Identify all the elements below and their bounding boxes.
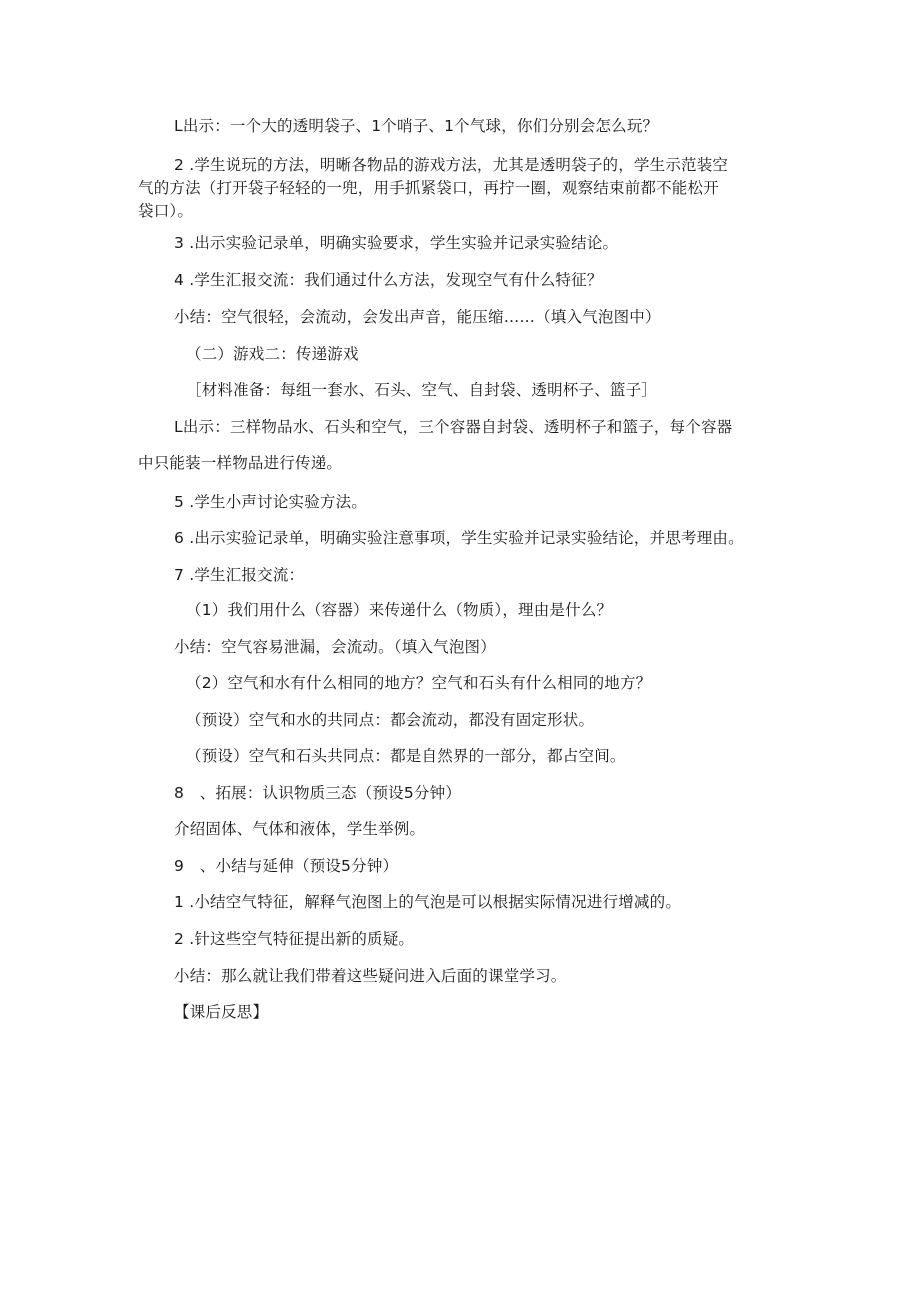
text-line: （1）我们用什么（容器）来传递什么（物质），理由是什么？: [186, 601, 613, 619]
summary-line: 小结：那么就让我们带着这些疑问进入后面的课堂学习。: [174, 967, 567, 985]
text-line: L出示：一个大的透明袋子、1个哨子、1个气球，你们分别会怎么玩？: [174, 117, 659, 135]
text-line: （预设）空气和水的共同点：都会流动，都没有固定形状。: [186, 711, 595, 729]
summary-line: 小结：空气很轻，会流动，会发出声音，能压缩……（填入气泡图中）: [174, 308, 661, 326]
section-heading: （二）游戏二：传递游戏: [186, 345, 359, 363]
summary-line: 小结：空气容易泄漏，会流动。（填入气泡图）: [174, 638, 496, 656]
text-line: 5 .学生小声讨论实验方法。: [174, 493, 368, 511]
text-line: （2）空气和水有什么相同的地方？空气和石头有什么相同的地方？: [186, 674, 652, 692]
text-line: （预设）空气和石头共同点：都是自然界的一部分，都占空间。: [186, 747, 626, 765]
materials-line: ［材料准备：每组一套水、石头、空气、自封袋、透明杯子、篮子］: [186, 381, 658, 399]
text-line: 3 .出示实验记录单，明确实验要求，学生实验并记录实验结论。: [174, 234, 619, 252]
text-line: 7 .学生汇报交流：: [174, 566, 305, 584]
text-line: 袋口）。: [138, 202, 194, 220]
text-line: 2 .针这些空气特征提出新的质疑。: [174, 930, 415, 948]
section-heading: 8 、拓展：认识物质三态（预设5分钟）: [174, 784, 462, 802]
section-heading: 9 、小结与延伸（预设5分钟）: [174, 857, 399, 875]
text-line: 介绍固体、气体和液体，学生举例。: [174, 820, 426, 838]
text-line: 2 .学生说玩的方法，明晰各物品的游戏方法，尤其是透明袋子的，学生示范装空: [174, 156, 729, 174]
text-line: 4 .学生汇报交流：我们通过什么方法，发现空气有什么特征？: [174, 271, 603, 289]
section-heading: 【课后反思】: [174, 1003, 269, 1021]
text-line: 6 .出示实验记录单，明确实验注意事项，学生实验并记录实验结论，并思考理由。: [174, 529, 744, 547]
text-line: 气的方法（打开袋子轻轻的一兜，用手抓紧袋口，再拧一圈，观察结束前都不能松开: [138, 179, 719, 197]
text-line: L出示：三样物品水、石头和空气，三个容器自封袋、透明杯子和篮子，每个容器: [174, 418, 733, 436]
text-line: 中只能装一样物品进行传递。: [138, 454, 343, 472]
text-line: 1 .小结空气特征，解释气泡图上的气泡是可以根据实际情况进行增减的。: [174, 893, 682, 911]
